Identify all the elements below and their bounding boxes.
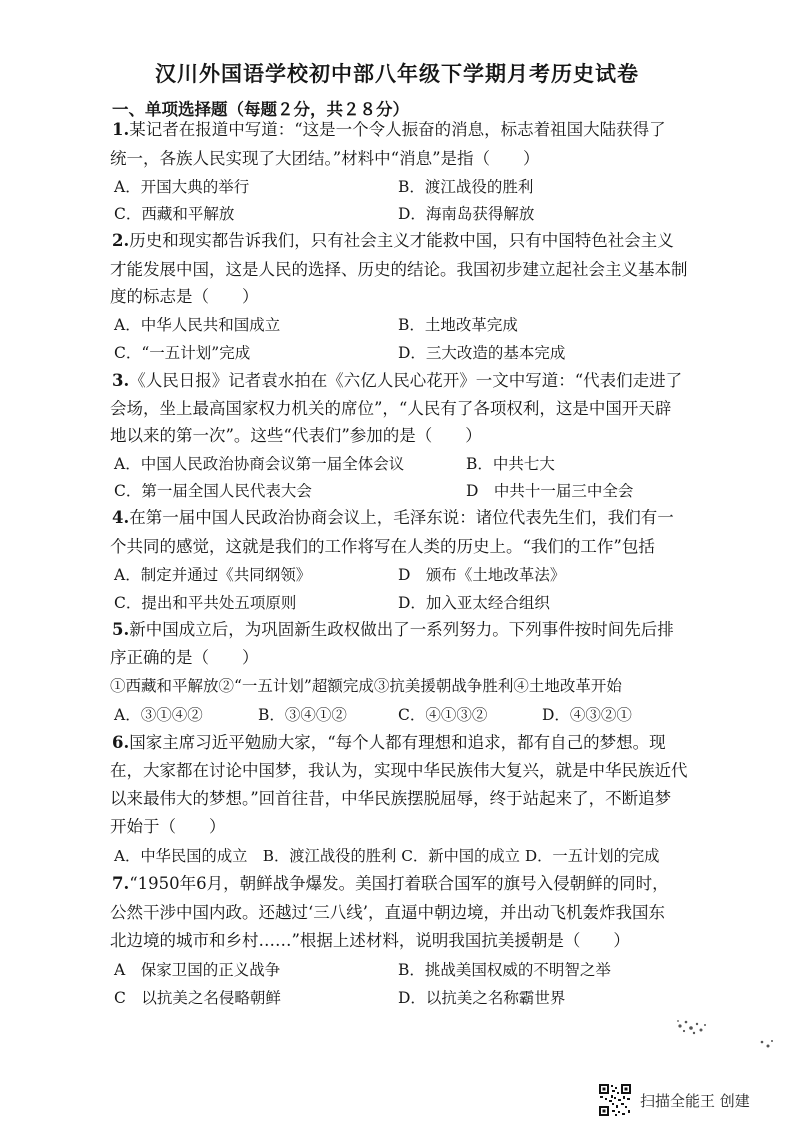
scan-smudge-icon	[756, 1032, 780, 1056]
question-4-line-1	[112, 506, 692, 530]
question-2-line-3: 度的标志是（ ）	[110, 287, 259, 306]
qr-code-icon	[598, 1083, 632, 1117]
question-2-line-1	[112, 229, 692, 253]
question-3-line-1	[112, 369, 692, 393]
q5-option-c: C．④①③②	[398, 706, 488, 724]
q7-option-b: B．挑战美国权威的不明智之举	[398, 961, 611, 979]
q2-option-b: B．土地改革完成	[398, 316, 518, 334]
question-number: 4.	[112, 508, 130, 527]
q3-option-d: D 中共十一届三中全会	[466, 482, 634, 500]
question-number: 2.	[112, 231, 130, 250]
q4-option-b: D 颁布《土地改革法》	[398, 566, 566, 584]
question-4-line-2: 个共同的感觉，这就是我们的工作将写在人类的历史上。“我们的工作”包括	[110, 537, 655, 556]
question-text: 国家主席习近平勉励大家，“每个人都有理想和追求，都有自己的梦想。现	[129, 733, 666, 752]
q5-option-d: D．④③②①	[542, 706, 632, 724]
question-5-line-2: 序正确的是（ ）	[110, 648, 259, 667]
q5-option-b: B．③④①②	[258, 706, 347, 724]
q7-option-d: D．以抗美之名称霸世界	[398, 989, 566, 1007]
scanner-brand-text: 扫描全能王 创建	[640, 1091, 750, 1110]
q4-option-c: C．提出和平共处五项原则	[114, 594, 297, 612]
q5-option-a: A．③①④②	[114, 706, 203, 724]
question-6-line-1	[112, 731, 692, 755]
question-6-line-2: 在，大家都在讨论中国梦，我认为，实现中华民族伟大复兴，就是中华民族近代	[110, 761, 688, 780]
question-text: 新中国成立后，为巩固新生政权做出了一系列努力。下列事件按时间先后排	[129, 620, 674, 639]
question-7-line-3: 北边境的城市和乡村……”根据上述材料，说明我国抗美援朝是（ ）	[110, 931, 630, 950]
q2-option-d: D．三大改造的基本完成	[398, 344, 566, 362]
question-number: 7.	[112, 874, 130, 893]
question-3-line-3: 地以来的第一次”。这些“代表们”参加的是（ ）	[110, 426, 482, 445]
q2-option-c: C．“一五计划”完成	[114, 344, 251, 362]
question-2-line-2: 才能发展中国，这是人民的选择、历史的结论。我国初步建立起社会主义基本制	[110, 260, 688, 279]
question-1-line-1	[112, 118, 692, 142]
question-7-line-1	[112, 872, 692, 896]
question-text: 在第一届中国人民政治协商会议上，毛泽东说：诸位代表先生们，我们有一	[129, 508, 674, 527]
q4-option-a: A．制定并通过《共同纲领》	[114, 566, 312, 584]
question-7-line-2: 公然干涉中国内政。还越过‘三八线’，直逼中朝边境，并出动飞机轰炸我国东	[110, 903, 665, 922]
question-text: 某记者在报道中写道：“这是一个令人振奋的消息，标志着祖国大陆获得了	[129, 120, 666, 139]
scanner-watermark	[598, 1085, 750, 1115]
question-3-line-2: 会场，坐上最高国家权力机关的席位”，“人民有了各项权利，这是中国开天辟	[110, 399, 672, 418]
question-text: 《人民日报》记者袁水拍在《六亿人民心花开》一文中写道：“代表们走进了	[129, 371, 683, 390]
question-number: 6.	[112, 733, 130, 752]
question-5-line-1	[112, 618, 692, 642]
question-1-line-2: 统一，各族人民实现了大团结。”材料中“消息”是指（ ）	[110, 149, 540, 168]
q7-option-a: A 保家卫国的正义战争	[114, 961, 281, 979]
q7-option-c: C 以抗美之名侵略朝鲜	[114, 989, 281, 1007]
question-text: “1950年6月，朝鲜战争爆发。美国打着联合国军的旗号入侵朝鲜的同时，	[129, 874, 669, 893]
q6-options-line: A．中华民国的成立 B．渡江战役的胜利 C．新中国的成立 D．一五计划的完成	[114, 847, 660, 865]
question-6-line-4: 开始于（ ）	[110, 817, 226, 836]
q3-option-a: A．中国人民政治协商会议第一届全体会议	[114, 455, 405, 473]
q2-option-a: A．中华人民共和国成立	[114, 316, 281, 334]
q1-option-b: B．渡江战役的胜利	[398, 178, 534, 196]
question-6-line-3: 以来最伟大的梦想。”回首往昔，中华民族摆脱屈辱，终于站起来了，不断追梦	[110, 789, 672, 808]
question-5-sub-items: ①西藏和平解放②“一五计划”超额完成③抗美援朝战争胜利④土地改革开始	[110, 677, 622, 695]
question-number: 3.	[112, 371, 130, 390]
question-text: 历史和现实都告诉我们，只有社会主义才能救中国，只有中国特色社会主义	[129, 231, 674, 250]
q1-option-c: C．西藏和平解放	[114, 205, 235, 223]
question-number: 1.	[112, 120, 130, 139]
q1-option-a: A．开国大典的举行	[114, 178, 250, 196]
q3-option-b: B．中共七大	[466, 455, 555, 473]
q1-option-d: D．海南岛获得解放	[398, 205, 535, 223]
q4-option-d: D．加入亚太经合组织	[398, 594, 550, 612]
exam-title: 汉川外国语学校初中部八年级下学期月考历史试卷	[155, 62, 639, 86]
question-number: 5.	[112, 620, 130, 639]
q3-option-c: C．第一届全国人民代表大会	[114, 482, 312, 500]
scan-smudge-icon	[672, 1012, 722, 1042]
section-heading: 一、单项选择题（每题２分，共２８分）	[112, 100, 409, 119]
